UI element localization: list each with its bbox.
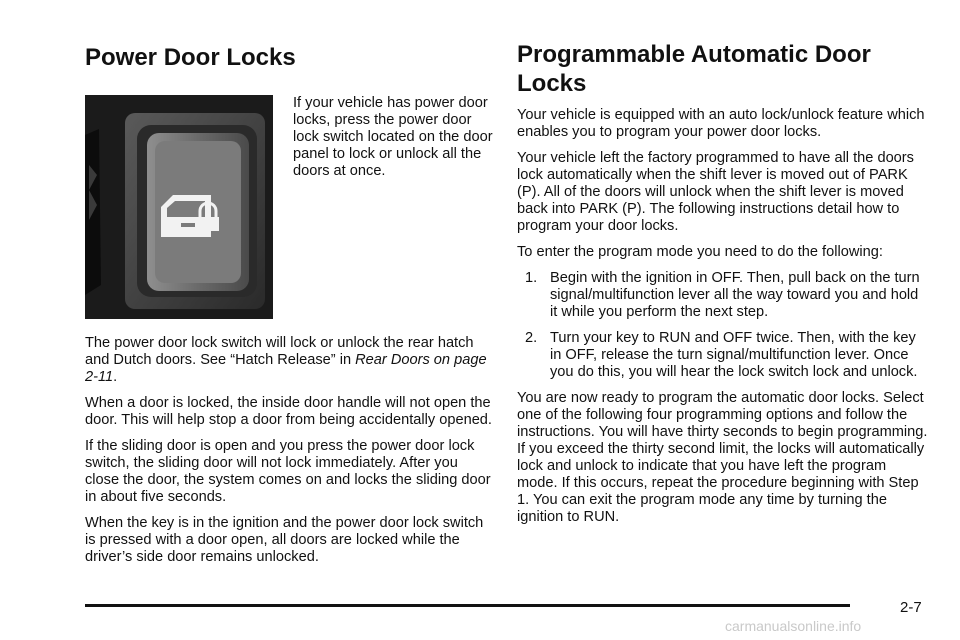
paragraph-program-mode-intro: To enter the program mode you need to do the following:	[517, 244, 883, 260]
left-column	[85, 40, 493, 575]
steps-list	[517, 270, 929, 381]
door-lock-switch-illustration	[85, 95, 273, 319]
paragraph-text: The power door lock switch will lock or unlock the rear hatch and Dutch doors. See “Hatch Release” in	[85, 335, 474, 368]
photo-row	[85, 95, 493, 331]
paragraph-sliding-door: If the sliding door is open and you press the power door lock switch, the sliding door will not lock immediately. After you close the door, the system comes on and locks the sliding door in about five seconds.	[85, 438, 491, 505]
photo-caption	[293, 95, 493, 180]
paragraph-inside-handle: When a door is locked, the inside door handle will not open the door. This will help stop a door from being accidentally opened.	[85, 395, 492, 428]
paragraph-key-in-ignition: When the key is in the ignition and the power door lock switch is pressed with a door open, all doors are locked while the driver’s side door remains unlocked.	[85, 515, 484, 565]
section-heading-programmable-locks: Programmable Automatic Door Locks	[517, 41, 871, 97]
paragraph-auto-lock-feature: Your vehicle is equipped with an auto lock/unlock feature which enables you to program your power door locks.	[517, 107, 925, 140]
door-lock-switch-photo	[85, 95, 273, 319]
right-column	[517, 40, 929, 535]
page-number: 2-7	[900, 599, 922, 616]
list-item	[517, 270, 929, 321]
left-body	[85, 335, 493, 566]
section-heading-power-door-locks: Power Door Locks	[85, 44, 296, 71]
footer-rule	[85, 604, 850, 607]
step-number: 2.	[525, 330, 538, 346]
cross-reference-link[interactable]: Rear Doors on page 2-11	[85, 352, 487, 385]
list-item	[517, 330, 929, 381]
step-number: 1.	[525, 270, 538, 286]
door-lock-icon	[161, 195, 219, 237]
paragraph-hatch-dutch	[85, 335, 493, 386]
paragraph-ready-to-program: You are now ready to program the automatic door locks. Select one of the following four programming options and follow the instructions. You will have thirty seconds to begin programming. If you exceed the thirty second limit, the locks will automatically lock and unlock to indicate that you have left the program mode. If this occurs, repeat the procedure beginning with Step 1. You can exit the program mode any time by turning the ignition to RUN.	[517, 390, 928, 525]
watermark: carmanualsonline.info	[725, 618, 862, 634]
paragraph-factory-programming: Your vehicle left the factory programmed to have all the doors lock automatically when the shift lever is moved out of PARK (P). All of the doors will unlock when the shift lever is moved back into PARK (P). The following instructions detail how to program your door locks.	[517, 150, 914, 234]
step-text: Begin with the ignition in OFF. Then, pull back on the turn signal/multifunction lever all the way toward you and hold it while you perform the next step.	[550, 270, 920, 320]
step-text: Turn your key to RUN and OFF twice. Then, with the key in OFF, release the turn signal/multifunction lever. Once you do this, you will hear the lock switch lock and unlock.	[550, 330, 918, 380]
paragraph-end: .	[113, 369, 118, 385]
photo-caption-text: If your vehicle has power door locks, press the power door lock switch located on the door panel to lock or unlock all the doors at once.	[293, 95, 493, 179]
